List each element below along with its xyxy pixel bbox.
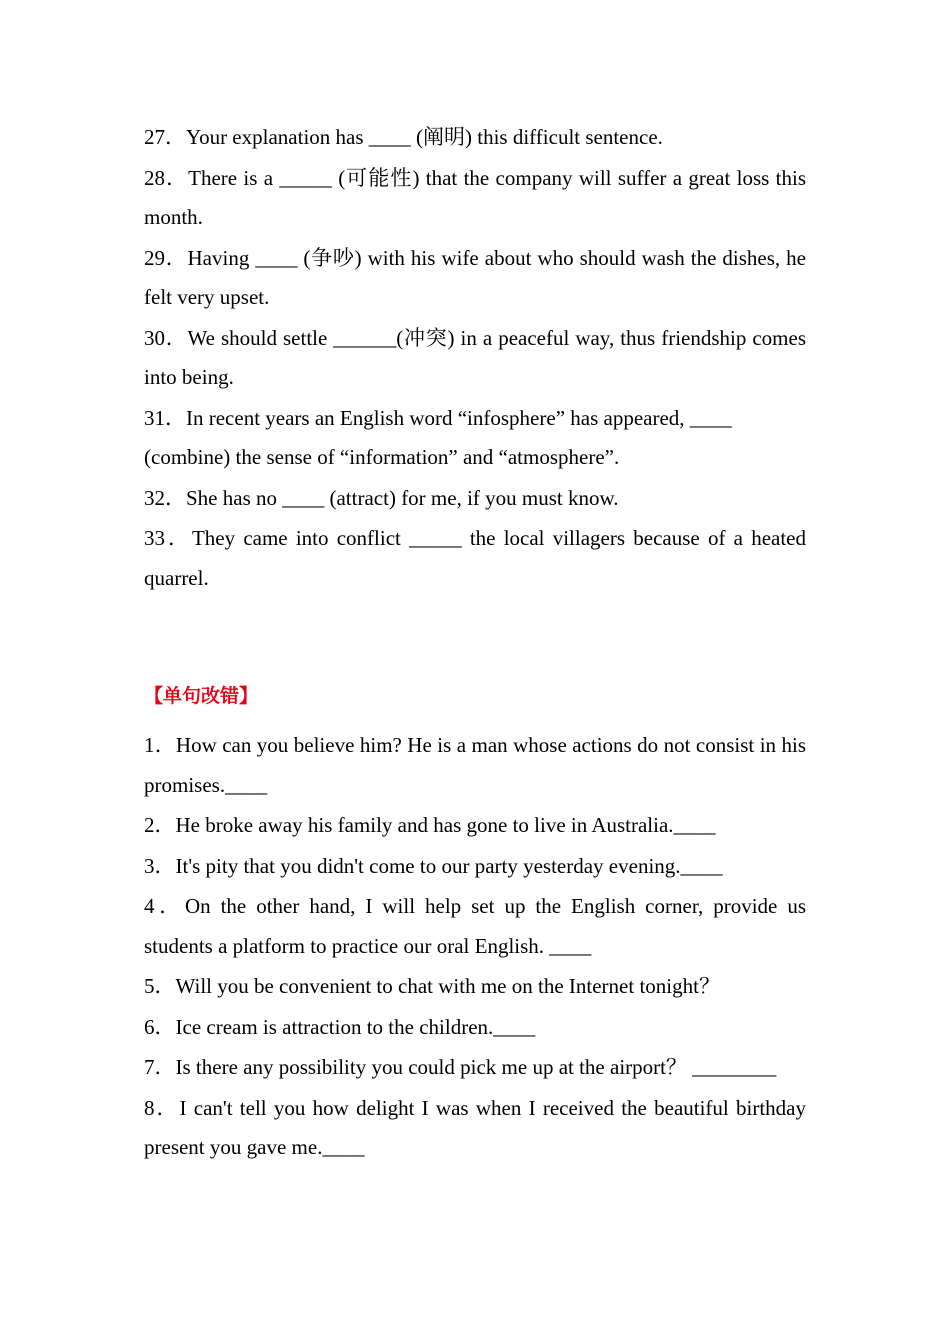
item-text: Having ____ (争吵) with his wife about who should wash the dishes, he felt very upset. bbox=[144, 245, 806, 309]
item-number: 4． bbox=[144, 894, 185, 918]
item-number: 32． bbox=[144, 485, 186, 510]
item-text: We should settle ______(冲突) in a peaceful way, thus friendship comes into being. bbox=[144, 325, 807, 389]
item-text: There is a _____ (可能性) that the company will suffer a great loss this month. bbox=[144, 165, 806, 229]
list-item bbox=[144, 239, 806, 318]
item-number: 3． bbox=[144, 853, 176, 878]
item-number: 29． bbox=[144, 245, 188, 270]
list-item bbox=[144, 887, 806, 966]
list-item bbox=[144, 319, 806, 398]
item-number: 7． bbox=[144, 1055, 176, 1079]
item-text: How can you believe him? He is a man whose actions do not consist in his promises.____ bbox=[144, 733, 807, 797]
item-number: 33． bbox=[144, 526, 192, 550]
item-number: 6． bbox=[144, 1014, 176, 1039]
list-item bbox=[144, 847, 806, 887]
correction-list bbox=[144, 726, 806, 1168]
list-item bbox=[144, 1089, 806, 1168]
item-number: 8． bbox=[144, 1095, 180, 1120]
item-number: 31． bbox=[144, 405, 186, 430]
item-text: Your explanation has ____ (阐明) this difficult sentence. bbox=[186, 125, 663, 149]
fill-blank-list bbox=[144, 118, 806, 598]
item-number: 5． bbox=[144, 974, 176, 998]
list-item bbox=[144, 1048, 806, 1088]
item-number: 28． bbox=[144, 165, 189, 190]
item-text: He broke away his family and has gone to live in Australia.____ bbox=[175, 813, 716, 837]
list-item bbox=[144, 806, 806, 846]
document-page bbox=[144, 118, 806, 1168]
item-text: Is there any possibility you could pick me up at the airport？ ________ bbox=[175, 1055, 777, 1079]
list-item bbox=[144, 118, 806, 158]
item-text: She has no ____ (attract) for me, if you must know. bbox=[186, 485, 619, 510]
item-text: Ice cream is attraction to the children.____ bbox=[175, 1014, 536, 1039]
item-number: 2． bbox=[144, 813, 176, 837]
list-item bbox=[144, 479, 806, 519]
list-item bbox=[144, 399, 806, 478]
list-item bbox=[144, 1008, 806, 1048]
item-text: In recent years an English word “infosphere” has appeared, ____ (combine) the sense of “information” and “atmosphere”. bbox=[144, 405, 732, 469]
item-number: 30． bbox=[144, 325, 188, 350]
item-number: 1． bbox=[144, 733, 176, 757]
list-item bbox=[144, 726, 806, 805]
item-text: On the other hand, I will help set up the English corner, provide us students a platform to practice our oral English. ____ bbox=[144, 894, 806, 958]
item-text: I can't tell you how delight I was when I received the beautiful birthday present you gave me.____ bbox=[144, 1095, 807, 1159]
item-text: They came into conflict _____ the local villagers because of a heated quarrel. bbox=[144, 526, 806, 590]
item-text: Will you be convenient to chat with me on the Internet tonight？ bbox=[175, 974, 720, 998]
section-title: 【单句改错】 bbox=[144, 685, 259, 707]
item-text: It's pity that you didn't come to our party yesterday evening.____ bbox=[175, 853, 723, 878]
list-item bbox=[144, 519, 806, 598]
list-item bbox=[144, 967, 806, 1007]
item-number: 27． bbox=[144, 125, 186, 149]
list-item bbox=[144, 159, 806, 238]
